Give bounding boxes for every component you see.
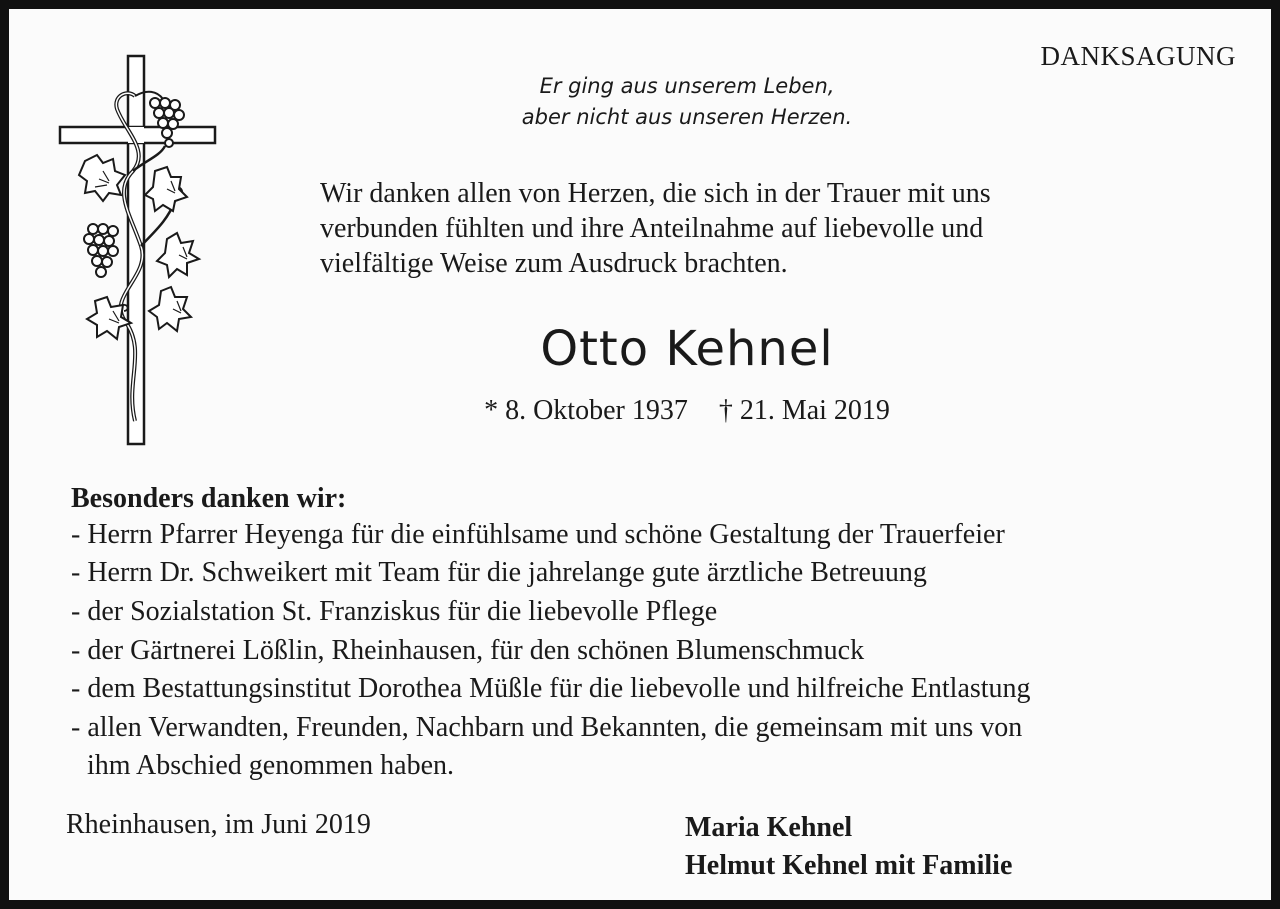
list-item: - Herrn Pfarrer Heyenga für die einfühlsame und schöne Gestaltung der Trauerfeier [71, 519, 1005, 550]
list-item: - dem Bestattungsinstitut Dorothea Müßle für die liebevolle und hilfreiche Entlastung [71, 673, 1031, 704]
list-item: - der Gärtnerei Lößlin, Rheinhausen, für den schönen Blumenschmuck [71, 635, 865, 666]
death-date: † 21. Mai 2019 [718, 395, 890, 426]
signer-name: Helmut Kehnel mit Familie [685, 850, 1013, 881]
list-item-continuation: ihm Abschied genommen haben. [87, 750, 455, 781]
thanks-line-1: Wir danken allen von Herzen, die sich in der Trauer mit uns [320, 178, 991, 209]
cross-with-grapevine-icon [55, 51, 220, 449]
heading-tag: DANKSAGUNG [1040, 41, 1236, 71]
list-item: - Herrn Dr. Schweikert mit Team für die jahrelange gute ärztliche Betreuung [71, 557, 927, 588]
deceased-name: Otto Kehnel [540, 321, 834, 377]
birth-date: * 8. Oktober 1937 [484, 395, 688, 426]
quote-line-2: aber nicht aus unseren Herzen. [521, 105, 853, 129]
list-item: - allen Verwandten, Freunden, Nachbarn und Bekannten, die gemeinsam mit uns von [71, 712, 1023, 743]
thanks-line-3: vielfältige Weise zum Ausdruck brachten. [320, 248, 788, 279]
life-dates [409, 395, 965, 427]
quote-line-1: Er ging aus unserem Leben, [539, 74, 835, 98]
list-item: - der Sozialstation St. Franziskus für die liebevolle Pflege [71, 596, 718, 627]
place-date: Rheinhausen, im Juni 2019 [66, 809, 371, 840]
thanks-line-2: verbunden fühlten und ihre Anteilnahme auf liebevolle und [320, 213, 984, 244]
special-thanks-title: Besonders danken wir: [71, 483, 347, 514]
signer-name: Maria Kehnel [685, 812, 853, 843]
